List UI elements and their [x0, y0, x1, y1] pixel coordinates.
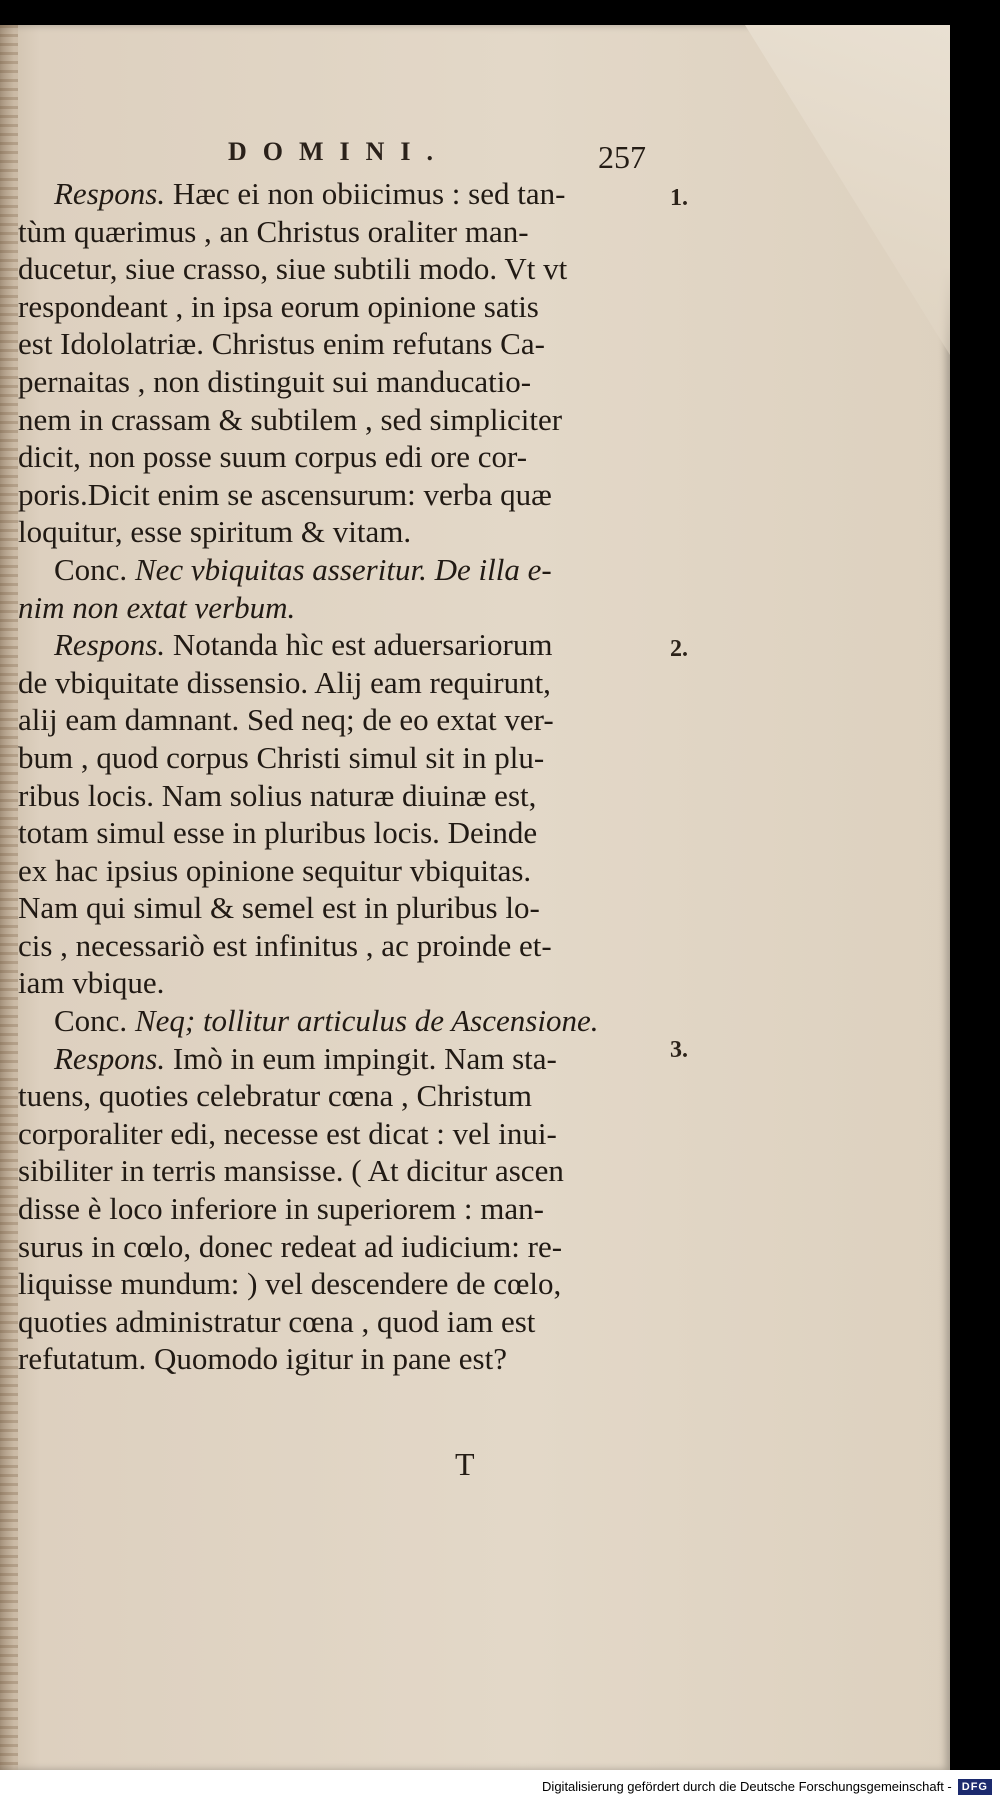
page-fold: [745, 25, 950, 355]
text-line: [18, 288, 648, 326]
line-text: cis , necessariò est infinitus , ac proinde et-: [18, 927, 552, 963]
line-text: sibiliter in terris mansisse. ( At dicitur ascen: [18, 1153, 564, 1189]
text-line: [18, 927, 648, 965]
text-line: [18, 1040, 648, 1078]
speaker-label: Respons.: [54, 627, 166, 663]
italic-text: Neq; tollitur articulus de Ascensione.: [134, 1003, 599, 1039]
text-line: [18, 476, 648, 514]
line-text: iam vbique.: [18, 965, 165, 1001]
text-line: [18, 739, 648, 777]
margin-number-2: 2.: [670, 636, 688, 662]
margin-number-3: 3.: [670, 1037, 688, 1063]
line-text: de vbiquitate dissensio. Alij eam requirunt,: [18, 664, 551, 700]
line-text: ducetur, siue crasso, siue subtili modo. Vt vt: [18, 251, 568, 287]
line-text: totam simul esse in pluribus locis. Deinde: [18, 815, 538, 851]
text-line: [18, 626, 648, 664]
line-text: poris.Dicit enim se ascensurum: verba quæ: [18, 476, 552, 512]
text-line: [18, 889, 648, 927]
footer-credit: Digitalisierung gefördert durch die Deutsche Forschungsgemeinschaft -: [542, 1779, 952, 1794]
text-line: [18, 513, 648, 551]
line-text: quoties administratur cœna , quod iam est: [18, 1303, 536, 1339]
text-line: [18, 1190, 648, 1228]
dfg-logo: DFG: [958, 1779, 992, 1795]
italic-text: Nec vbiquitas asseritur. De illa e-: [134, 551, 552, 587]
text-line: [18, 964, 648, 1002]
line-text: ribus locis. Nam solius naturæ diuinæ est,: [18, 777, 537, 813]
text-line: [18, 1077, 648, 1115]
text-line: [18, 852, 648, 890]
line-text: liquisse mundum: ) vel descendere de cœlo,: [18, 1266, 562, 1302]
italic-text: nim non extat verbum.: [18, 589, 296, 625]
speaker-label: Respons.: [54, 1040, 166, 1076]
text-line: [18, 777, 648, 815]
page-number: 257: [598, 139, 646, 175]
text-line: [18, 1303, 648, 1341]
text-line: [18, 401, 648, 439]
line-text: est Idololatriæ. Christus enim refutans Ca-: [18, 326, 545, 362]
line-text: bum , quod corpus Christi simul sit in plu-: [18, 739, 545, 775]
line-text: tuens, quoties celebratur cœna , Christum: [18, 1078, 532, 1114]
text-line: [18, 1228, 648, 1266]
footer-bar: [0, 1770, 1000, 1803]
text-block: [18, 175, 648, 1378]
text-line: [18, 664, 648, 702]
line-text: pernaitas , non distinguit sui manducatio-: [18, 363, 532, 399]
line-text: surus in cœlo, donec redeat ad iudicium: re-: [18, 1228, 563, 1264]
line-text: Nam qui simul & semel est in pluribus lo-: [18, 890, 540, 926]
text-line: [18, 175, 648, 213]
text-line: [18, 1340, 648, 1378]
line-text: Notanda hìc est aduersariorum: [165, 627, 553, 663]
text-line: [18, 325, 648, 363]
line-text: refutatum. Quomodo igitur in pane est?: [18, 1341, 507, 1377]
line-text: alij eam damnant. Sed neq; de eo extat ver-: [18, 702, 554, 738]
speaker-label: Respons.: [54, 176, 166, 211]
text-line: [18, 363, 648, 401]
text-line: [18, 1115, 648, 1153]
line-text: corporaliter edi, necesse est dicat : vel inui-: [18, 1115, 557, 1151]
line-text: Imò in eum impingit. Nam sta-: [165, 1040, 557, 1076]
text-line: [18, 701, 648, 739]
line-text: ex hac ipsius opinione sequitur vbiquitas.: [18, 852, 532, 888]
text-line: [18, 250, 648, 288]
line-text: Conc.: [54, 1003, 135, 1039]
text-line: [18, 1002, 648, 1040]
text-line: [18, 814, 648, 852]
text-line: [18, 1265, 648, 1303]
line-text: nem in crassam & subtilem , sed simpliciter: [18, 401, 563, 437]
line-text: Conc.: [54, 551, 135, 587]
margin-number-1: 1.: [670, 185, 688, 211]
text-line: [18, 589, 648, 627]
text-line: [18, 213, 648, 251]
line-text: dicit, non posse suum corpus edi ore cor-: [18, 439, 528, 475]
catchword: T: [455, 1446, 475, 1482]
line-text: disse è loco inferiore in superiorem : man-: [18, 1191, 544, 1227]
running-head: DOMINI.: [228, 137, 450, 166]
line-text: Hæc ei non obiicimus : sed tan-: [165, 176, 566, 211]
line-text: tùm quærimus , an Christus oraliter man-: [18, 213, 529, 249]
book-page: [0, 25, 950, 1770]
text-line: [18, 551, 648, 589]
text-line: [18, 1152, 648, 1190]
line-text: respondeant , in ipsa eorum opinione satis: [18, 288, 539, 324]
line-text: loquitur, esse spiritum & vitam.: [18, 514, 412, 550]
text-line: [18, 438, 648, 476]
